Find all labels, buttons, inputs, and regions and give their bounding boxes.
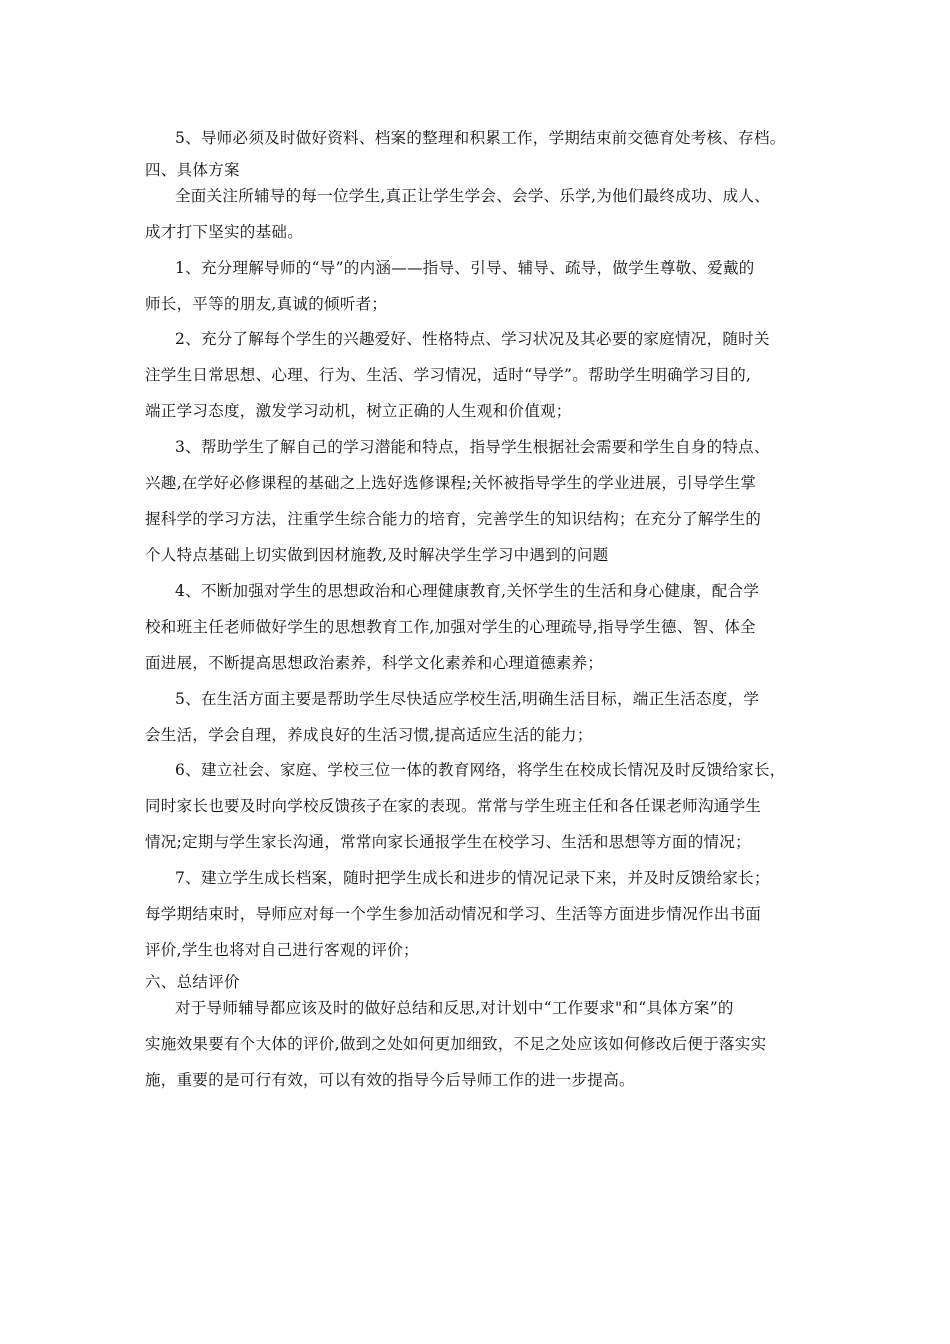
paragraph-line: 兴趣,在学好必修课程的基础之上选好选修课程;关怀被指导学生的学业进展，引导学生掌: [145, 474, 757, 492]
paragraph-line: 握科学的学习方法，注重学生综合能力的培育，完善学生的知识结构；在充分了解学生的: [145, 510, 762, 528]
paragraph-line: 5、导师必须及时做好资料、档案的整理和积累工作，学期结束前交德育处考核、存档。: [175, 129, 786, 147]
paragraph-line: 实施效果要有个大体的评价,做到之处如何更加细致，不足之处应该如何修改后便于落实实: [145, 1035, 767, 1053]
paragraph-line: 情况;定期与学生家长沟通，常常向家长通报学生在校学习、生活和思想等方面的情况；: [145, 833, 751, 851]
paragraph-line: 每学期结束时，导师应对每一个学生参加活动情况和学习、生活等方面进步情况作出书面: [145, 905, 762, 923]
paragraph-line: 成才打下坚实的基础。: [145, 223, 304, 241]
paragraph-line: 1、充分理解导师的“导”的内涵——指导、引导、辅导、疏导，做学生尊敬、爱戴的: [175, 259, 755, 277]
paragraph-line: 6、建立社会、家庭、学校三位一体的教育网络，将学生在校成长情况及时反馈给家长，: [175, 761, 786, 779]
paragraph-line: 校和班主任老师做好学生的思想教育工作,加强对学生的心理疏导,指导学生德、智、体全: [145, 618, 756, 636]
section-heading: 六、总结评价: [145, 973, 240, 991]
section-heading: 四、具体方案: [145, 161, 240, 179]
paragraph-line: 端正学习态度，激发学习动机，树立正确的人生观和价值观；: [145, 402, 572, 420]
paragraph-line: 3、帮助学生了解自己的学习潜能和特点，指导学生根据社会需要和学生自身的特点、: [175, 438, 770, 456]
paragraph-line: 师长，平等的朋友,真诚的倾听者；: [145, 295, 388, 313]
paragraph-line: 7、建立学生成长档案，随时把学生成长和进步的情况记录下来，并及时反馈给家长；: [175, 869, 770, 887]
paragraph-line: 全面关注所辅导的每一位学生,真正让学生学会、会学、乐学,为他们最终成功、成人、: [175, 187, 771, 205]
paragraph-line: 同时家长也要及时向学校反馈孩子在家的表现。常常与学生班主任和各任课老师沟通学生: [145, 797, 762, 815]
paragraph-line: 施，重要的是可行有效，可以有效的指导今后导师工作的进一步提高。: [145, 1071, 635, 1089]
paragraph-line: 对于导师辅导都应该及时的做好总结和反思,对计划中“工作要求"和“具体方案”的: [175, 999, 734, 1017]
paragraph-line: 评价,学生也将对自己进行客观的评价；: [145, 941, 419, 959]
paragraph-line: 面进展，不断提高思想政治素养，科学文化素养和心理道德素养；: [145, 654, 604, 672]
paragraph-line: 2、充分了解每个学生的兴趣爱好、性格特点、学习状况及其必要的家庭情况，随时关: [175, 330, 770, 348]
paragraph-line: 会生活，学会自理，养成良好的生活习惯,提高适应生活的能力；: [145, 726, 593, 744]
paragraph-line: 4、不断加强对学生的思想政治和心理健康教育,关怀学生的生活和身心健康，配合学: [175, 582, 760, 600]
paragraph-line: 5、在生活方面主要是帮助学生尽快适应学校生活,明确生活目标，端正生活态度，学: [175, 690, 760, 708]
paragraph-line: 注学生日常思想、心理、行为、生活、学习情况，适时“导学”。帮助学生明确学习目的,: [145, 366, 752, 384]
paragraph-line: 个人特点基础上切实做到因材施教,及时解决学生学习中遇到的问题: [145, 546, 609, 564]
